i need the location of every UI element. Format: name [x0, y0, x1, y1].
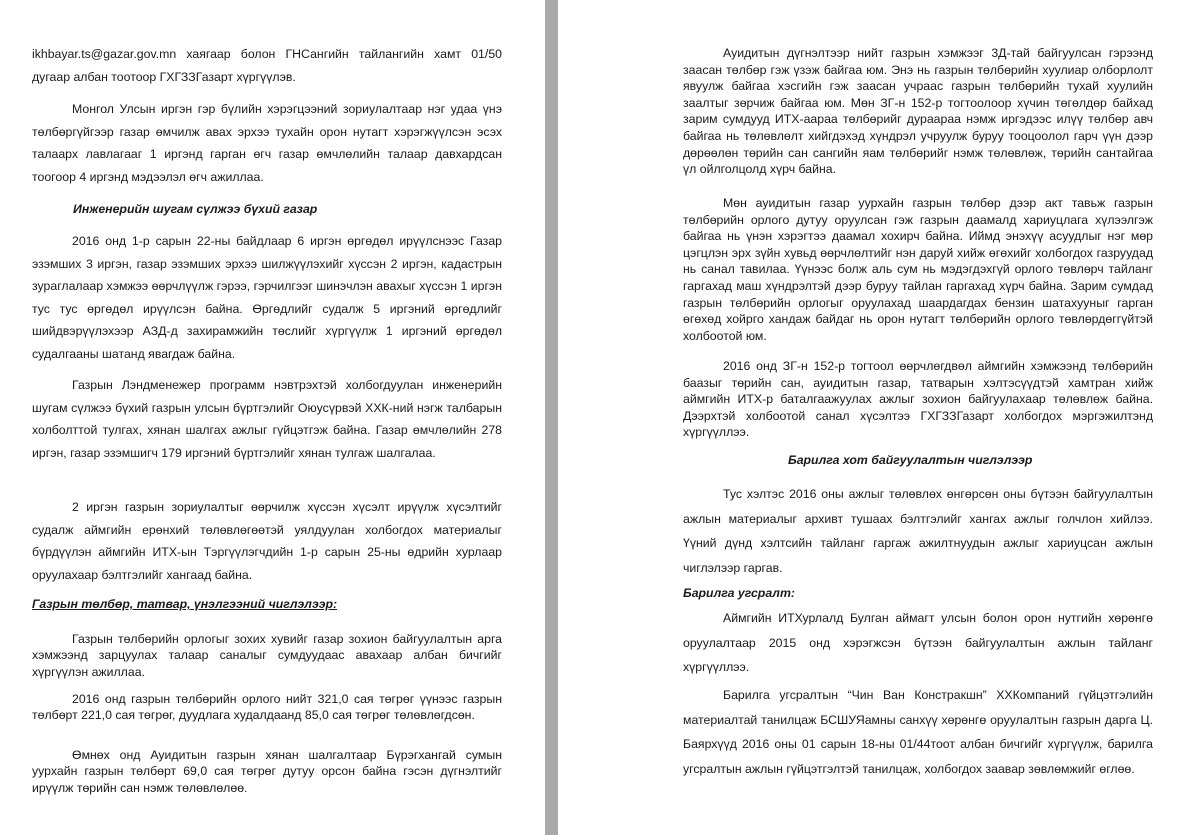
right-paragraph-3: 2016 онд ЗГ-н 152-р тогтоол өөрчлөгдвөл аймгийн хэмжээнд төлбөрийн баазыг төрийн сан, ауидитын газар, татварын хэлтэсүүдтэй хамтран хийж аймгийн ИТХ-р баталгаажуулах ажлыг зохион байгуулахаар төлөвлөж байна. Дээрхтэй холбоотой санал хүсэлтээ ГХГЗЗГазарт холбогдох мэргэжилтэнд хүргүүллээ. [683, 359, 1153, 440]
heading-construction-assembly: Барилга угсралт: [683, 586, 795, 600]
right-paragraph-2: Мөн ауидитын газар уурхайн газрын төлбөр дээр акт тавьж газрын төлбөрийн орлого дутуу оруулсан гэж газрын даамалд хариуцлага хүлээлгэж байгаа нь үнэн хэрэгтээ даамал хохирч байна. Иймд энэхүү асуудлыг нэг мөр цэгцлэн эрх зүйн хувьд өөрчлөлтийг нэн даруй хийж өгөхийг холбогдох газруудад нь санал тавилаа. Үүнээс болж аль сум нь мэдэгдэхгүй орлого төвлөрч тайланг гаргахад маш хүндрэлтэй дээр буруу тайлан гаргахад хүрч байна. Зарим сумдад газрын төлбөрийн орлогыг оруулахад шаардагдах бензин шатахууныг гарган өгөхөд хойрго хандаж байдаг нь орон нутагт төлбөрийн орлого төвлөрдөггүйтэй холбоотой юм. [683, 196, 1153, 343]
page-gutter [545, 0, 558, 835]
heading-land-fee-tax: Газрын төлбөр, татвар, үнэлгээний чиглэлээр: [32, 597, 338, 611]
left-paragraph-7: 2016 онд газрын төлбөрийн орлого нийт 321,0 сая төгрөг үүнээс газрын төлбөрт 221,0 сая төгрөг, дуудлага худалдаанд 85,0 сая төгрөг төлөвлөгдсөн. [32, 692, 502, 723]
left-paragraph-8: Өмнөх онд Ауидитын газрын хянан шалгалтаар Бүрэгхангай сумын уурхайн газрын төлбөрт 69,0 сая төгрөг дутуу орсон байна гэсэн дүгнэлтийг ирүүлж төрийн сан нэмж төлөвлөлөө. [32, 748, 502, 795]
left-paragraph-1: ikhbayar.ts@gazar.gov.mn хаягаар болон ГНСангийн тайлангийн хамт 01/50 дугаар албан тоотоор ГХГЗЗГазарт хүргүүлэв. [32, 47, 502, 84]
right-paragraph-4: Тус хэлтэс 2016 оны ажлыг төлөвлөх өнгөрсөн оны бүтээн байгуулалтын ажлын материалыг архивт тушаах бэлтгэлийг хангах ажлыг голчлон хийлээ. Үүний дүнд хэлтсийн тайланг гаргаж ажилтнуудын ажлыг хариуцсан ажлын чиглэлээр гаргав. [683, 487, 1153, 575]
left-paragraph-6: Газрын төлбөрийн орлогыг зохих хувийг газар зохион байгуулалтын арга хэмжээнд зарцуулах талаар саналыг сумдуудаас авахаар албан бичгийг хүргүүлэн ажиллаа. [32, 632, 502, 679]
left-paragraph-3: 2016 онд 1-р сарын 22-ны байдлаар 6 иргэн өргөдөл ирүүлснээс Газар эзэмших 3 иргэн, газар эзэмших эрхээ шилжүүлэхийг хүссэн 2 иргэн, кадастрын зураглалаар хэмжээ өөрчлүүлж гэрээ, гэрчилгээг шинэчлэн авахыг хүссэн 1 иргэн тус тус өргөдөл ирүүлсэн байна. Өргөдлийг судалж 5 иргэний өргөдлийг шийдвэрүүлэхээр АЗД-д захирамжийн төслийг хүргүүлж 1 иргэний өргөдөл судалгааны шатанд явагдаж байна. [32, 234, 502, 361]
right-document-page [558, 0, 1181, 835]
left-paragraph-2: Монгол Улсын иргэн гэр бүлийн хэрэгцээний зориулалтаар нэг удаа үнэ төлбөргүйгээр газар өмчилж авах эрхээ тухайн орон нутагт хэрэгжүүлсэн эсэх талаарх лавлагааг 1 иргэнд гарган өгч газар өмчлөлийн талаар давхардсан тоогоор 4 иргэнд мэдээлэл өгч ажиллаа. [32, 102, 502, 184]
heading-construction-urban: Барилга хот байгуулалтын чиглэлээр [788, 453, 1033, 467]
left-paragraph-5: 2 иргэн газрын зориулалтыг өөрчилж хүссэн хүсэлт ирүүлж хүсэлтийг судалж аймгийн ерөнхий төлөвлөгөөтэй уялдуулан холбогдох материалыг бүрдүүлэн аймгийн ИТХ-ын Тэргүүлэгчдийн 1-р сарын 25-ны өдрийн хурлаар оруулахаар бэлтгэлийг хангаад байна. [32, 500, 502, 582]
heading-engineering-network: Инженерийн шугам сүлжээ бүхий газар [73, 202, 318, 216]
right-paragraph-5: Аймгийн ИТХурлалд Булган аймагт улсын болон орон нутгийн хөрөнгө оруулалтаар 2015 онд хэрэгжсэн бүтээн байгуулалтын ажлын тайланг хүргүүллээ. [683, 611, 1153, 674]
left-paragraph-4: Газрын Лэндменежер программ нэвтрэхтэй холбогдуулан инженерийн шугам сүлжээ бүхий газрын улсын бүртгэлийг Оюусүрвэй ХХК-ний нэгж талбарын холболттой тулгах, хянан шалгах ажлыг гүйцэтгэж байна. Газар өмчлөлийн 278 иргэн, газар эзэмшигч 179 иргэний бүртгэлийг хянан тулгаж шалгалаа. [32, 378, 502, 460]
right-paragraph-1: Ауидитын дүгнэлтээр нийт газрын хэмжээг 3Д-тай байгуулсан гэрээнд заасан төлбөр гэж үзэж байгаа юм. Энэ нь газрын төлбөрийн хуулиар олборлолт явуулж байгаа хэсгийн гэж заасан учраас газрын төлбөрийн тухай хуулийн заалтыг зөрчиж байгаа юм. Мөн ЗГ-н 152-р тогтоолоор хүчин төгөлдөр байхад зарим сумдууд ИТХ-аараа төлбөрийг дураараа нэмж иргэдээс илүү төлбөр авч байгаа нь төлөвлөлт хийгдэхэд хүндрэл учруулж буруу тооцоолол гарч үүн дээр дөрөөлөн төрийн сан сангийн яам төлбөрийг нэмж төлөвлөж, төрийн сантайгаа үл ойлголцолд хүрч байна. [683, 46, 1153, 177]
left-document-page [0, 0, 545, 835]
right-paragraph-6: Барилга угсралтын “Чин Ван Констракшн” ХХКомпаний гүйцэтгэлийн материалтай танилцаж БСШУЯамны санхүү хөрөнгө оруулалтын газрын дарга Ц. Баярхүүд 2016 оны 01 сарын 18-ны 01/44тоот албан бичгийг хүргүүлж, барилга угсралтын ажлын гүйцэтгэлтэй танилцаж, холбогдох заавар зөвлөмжийг өглөө. [683, 688, 1153, 776]
